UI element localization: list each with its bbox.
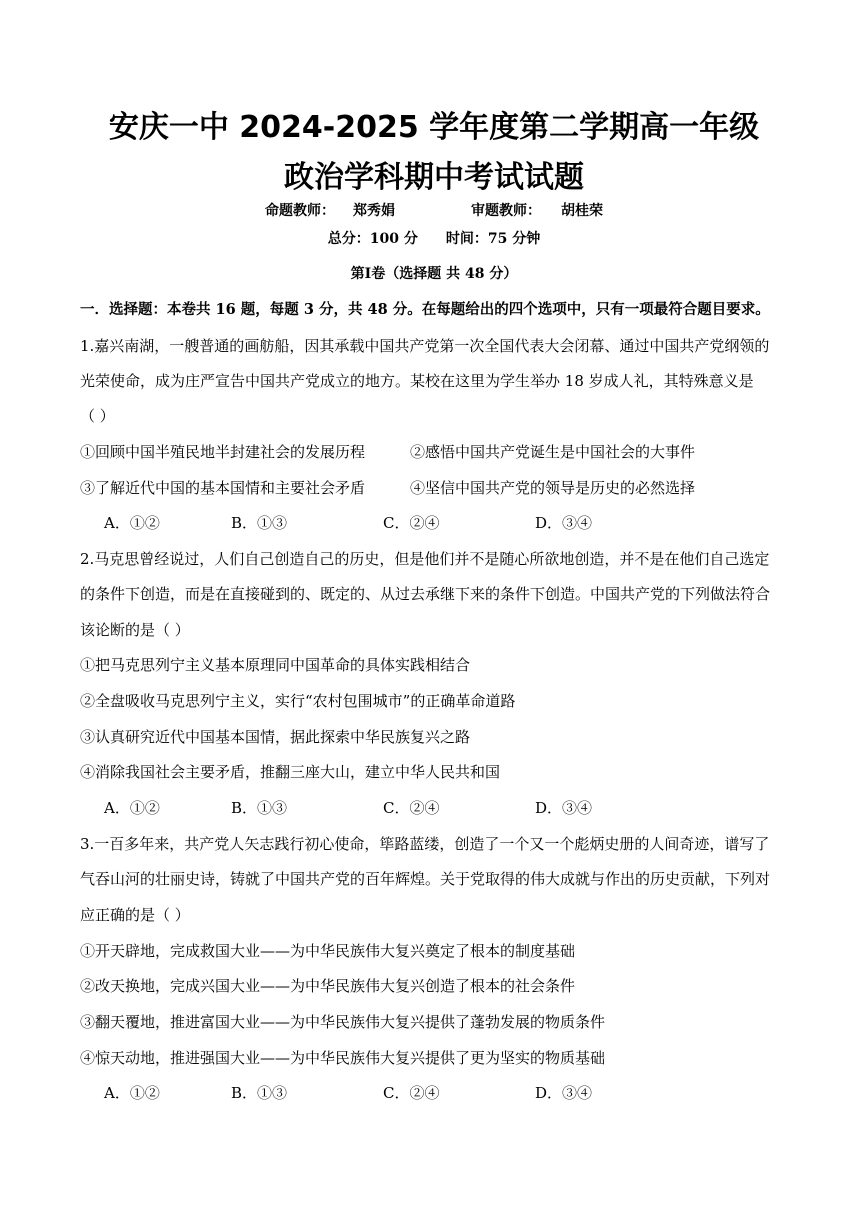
question-stem-line: 光荣使命，成为庄严宣告中国共产党成立的地方。某校在这里为学生举办 18 岁成人礼，其特殊意义是: [80, 372, 754, 390]
statement-3: ③认真研究近代中国基本国情，据此探索中华民族复兴之路: [80, 728, 471, 746]
statement-2: ②全盘吸收马克思列宁主义，实行“农村包围城市”的正确革命道路: [80, 692, 516, 710]
reviewer-label: 审题教师：: [471, 203, 541, 219]
setter-label: 命题教师：: [265, 203, 335, 219]
statement-1: ①回顾中国半殖民地半封建社会的发展历程: [80, 443, 366, 461]
statement-2: ②感悟中国共产党诞生是中国社会的大事件: [410, 443, 696, 461]
option-a[interactable]: A．①②: [104, 514, 160, 532]
option-b[interactable]: B．①③: [231, 514, 288, 532]
option-d[interactable]: D．③④: [535, 799, 593, 817]
statement-1: ①开天辟地，完成救国大业——为中华民族伟大复兴奠定了根本的制度基础: [80, 942, 576, 960]
statement-4: ④惊天动地，推进强国大业——为中华民族伟大复兴提供了更为坚实的物质基础: [80, 1049, 606, 1067]
statement-3: ③了解近代中国的基本国情和主要社会矛盾: [80, 479, 366, 497]
exam-title-line2: 政治学科期中考试试题: [284, 160, 584, 195]
question-stem-line: 1.嘉兴南湖，一艘普通的画舫船，因其承载中国共产党第一次全国代表大会闭幕、通过中国共产党纲领的: [80, 337, 770, 355]
option-d[interactable]: D．③④: [535, 514, 593, 532]
exam-title-line1: 安庆一中 2024-2025 学年度第二学期高一年级: [108, 110, 760, 145]
statement-1: ①把马克思列宁主义基本原理同中国革命的具体实践相结合: [80, 656, 471, 674]
exam-time: 时间：75 分钟: [445, 231, 541, 247]
statement-4: ④坚信中国共产党的领导是历史的必然选择: [410, 479, 696, 497]
section-instruction: 一．选择题：本卷共 16 题，每题 3 分，共 48 分。在每题给出的四个选项中，只有一项最符合题目要求。: [80, 301, 770, 318]
statement-3: ③翻天覆地，推进富国大业——为中华民族伟大复兴提供了蓬勃发展的物质条件: [80, 1013, 606, 1031]
statement-2: ②改天换地，完成兴国大业——为中华民族伟大复兴创造了根本的社会条件: [80, 977, 576, 995]
option-b[interactable]: B．①③: [231, 799, 288, 817]
teacher-info: [0, 201, 868, 221]
option-a[interactable]: A．①②: [104, 1084, 160, 1102]
question-stem-line: 2.马克思曾经说过，人们自己创造自己的历史，但是他们并不是随心所欲地创造，并不是在他们自己选定: [80, 550, 770, 568]
question-stem-line: （ ）: [80, 407, 115, 425]
option-c[interactable]: C．②④: [383, 514, 440, 532]
setter-name: 郑秀娟: [353, 203, 395, 219]
exam-info: [0, 229, 868, 249]
option-c[interactable]: C．②④: [383, 1084, 440, 1102]
question-stem-line: 应正确的是（ ）: [80, 906, 190, 924]
question-stem-line: 3.一百多年来，共产党人矢志践行初心使命，筚路蓝缕，创造了一个又一个彪炳史册的人间奇迹，谱写了: [80, 835, 770, 853]
section-title: 第Ⅰ卷（选择题 共 48 分）: [350, 266, 518, 282]
statement-4: ④消除我国社会主要矛盾，推翻三座大山，建立中华人民共和国: [80, 763, 501, 781]
question-stem-line: 该论断的是（ ）: [80, 621, 190, 639]
question-stem-line: 气吞山河的壮丽史诗，铸就了中国共产党的百年辉煌。关于党取得的伟大成就与作出的历史贡献，下列对: [80, 870, 771, 888]
option-d[interactable]: D．③④: [535, 1084, 593, 1102]
total-score: 总分：100 分: [327, 231, 418, 247]
reviewer-name: 胡桂荣: [561, 203, 603, 219]
question-stem-line: 的条件下创造，而是在直接碰到的、既定的、从过去承继下来的条件下创造。中国共产党的下列做法符合: [80, 585, 771, 603]
option-b[interactable]: B．①③: [231, 1084, 288, 1102]
option-c[interactable]: C．②④: [383, 799, 440, 817]
option-a[interactable]: A．①②: [104, 799, 160, 817]
